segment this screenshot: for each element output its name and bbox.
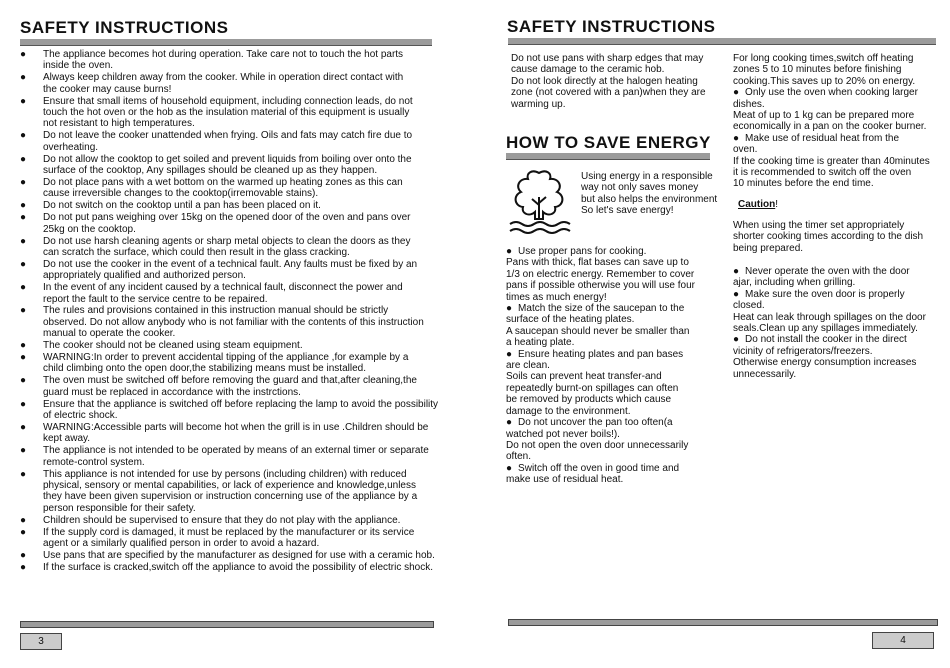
bullet-icon: ● xyxy=(20,235,27,247)
line-text: Heat can leak through spillages on the door xyxy=(733,311,926,323)
safety-item xyxy=(20,550,460,561)
tree-water-icon xyxy=(506,167,572,239)
left-page-number: 3 xyxy=(20,633,62,650)
bullet-icon: ● xyxy=(20,375,27,387)
bullet-icon: ● xyxy=(20,340,27,352)
safety-item-line: 25kg on the cooktop. xyxy=(43,223,136,235)
text-line: Using energy in a responsible xyxy=(581,171,713,182)
text-line xyxy=(733,76,943,87)
bullet-icon: ● xyxy=(20,72,27,84)
energy-title-bar xyxy=(506,153,710,160)
safety-item xyxy=(20,305,460,339)
bullet-icon: ● xyxy=(506,417,513,429)
bullet-icon: ● xyxy=(20,305,27,317)
bullet-icon: ● xyxy=(20,282,27,294)
bullet-line xyxy=(506,246,721,257)
line-text: Only use the oven when cooking larger xyxy=(745,87,918,99)
text-line xyxy=(506,440,721,451)
line-text: zones 5 to 10 minutes before finishing xyxy=(733,64,902,76)
text-line: warming up. xyxy=(511,98,566,110)
caution-heading xyxy=(738,199,778,210)
text-line xyxy=(506,280,721,291)
line-text: Ensure heating plates and pan bases xyxy=(518,348,684,360)
bullet-icon: ● xyxy=(20,49,27,60)
safety-item-line: not resistant to high temperatures. xyxy=(43,118,195,130)
line-text: cooking.This saves up to 20% on energy. xyxy=(733,75,916,87)
safety-item xyxy=(20,130,460,153)
bullet-line xyxy=(733,87,943,98)
bullet-icon: ● xyxy=(20,398,27,410)
right-col1-text xyxy=(506,246,721,486)
safety-item xyxy=(20,375,460,398)
bullet-icon: ● xyxy=(20,549,27,561)
left-title-bar xyxy=(20,39,432,46)
line-text: For long cooking times,switch off heating xyxy=(733,53,914,64)
line-text: Make sure the oven door is properly xyxy=(745,288,905,300)
bullet-icon: ● xyxy=(733,132,740,144)
line-text: often. xyxy=(506,451,532,463)
safety-item-line: inside the oven. xyxy=(43,60,114,72)
safety-item-line: In the event of any incident caused by a technical fault, disconnect the power and xyxy=(43,282,403,294)
bullet-icon: ● xyxy=(506,303,513,315)
safety-item xyxy=(20,259,460,282)
safety-item-line: Do not switch on the cooktop until a pan has been placed on it. xyxy=(43,200,321,212)
bullet-icon: ● xyxy=(20,561,27,573)
line-text: Meat of up to 1 kg can be prepared more xyxy=(733,110,915,122)
line-text: times as much energy! xyxy=(506,291,607,303)
safety-item-line: The oven must be switched off before removing the guard and that,after cleaning,the xyxy=(43,375,417,387)
energy-title: HOW TO SAVE ENERGY xyxy=(506,133,711,152)
safety-item xyxy=(20,49,460,72)
safety-item xyxy=(20,212,460,235)
energy-intro-text xyxy=(581,171,731,217)
bullet-icon: ● xyxy=(506,246,513,257)
safety-item-line: WARNING:In order to prevent accidental tipping of the appliance ,for example by a xyxy=(43,352,409,364)
safety-item-line: person responsible for their safety. xyxy=(43,502,196,514)
line-text: When using the timer set appropriately xyxy=(733,220,905,231)
text-line xyxy=(506,257,721,268)
safety-item-line: The cooker should not be cleaned using steam equipment. xyxy=(43,340,303,352)
left-safety-list xyxy=(20,49,460,574)
safety-item xyxy=(20,527,460,550)
safety-item-line: appropriately qualified and authorized person. xyxy=(43,270,246,282)
text-line xyxy=(733,53,943,64)
safety-item-line: agent or a similarly qualified person in order to avoid a hazard. xyxy=(43,538,320,550)
line-text: damage to the environment. xyxy=(506,405,631,417)
safety-item xyxy=(20,469,460,515)
bullet-icon: ● xyxy=(20,153,27,165)
safety-item-line: remote-control system. xyxy=(43,456,145,468)
caution-mark: ! xyxy=(775,199,778,210)
text-line xyxy=(733,357,943,368)
line-text: Use proper pans for cooking. xyxy=(518,246,647,257)
right-title-bar xyxy=(508,38,936,45)
bullet-line xyxy=(506,463,721,474)
text-line xyxy=(506,337,721,348)
bullet-icon: ● xyxy=(20,445,27,457)
safety-item-line: of electric shock. xyxy=(43,410,118,422)
safety-item-line: Do not place pans with a wet bottom on the warmed up heating zones as this can xyxy=(43,176,403,188)
bullet-icon: ● xyxy=(733,87,740,99)
text-line xyxy=(733,144,943,155)
line-text: being prepared. xyxy=(733,242,804,254)
bullet-icon: ● xyxy=(20,95,27,107)
text-line: So let's save energy! xyxy=(581,205,674,217)
text-line xyxy=(733,312,943,323)
right-footer-bar xyxy=(508,619,938,626)
safety-item-line: can scratch the surface, which could then result in the glass cracking. xyxy=(43,246,350,258)
right-page-title: SAFETY INSTRUCTIONS xyxy=(507,17,716,36)
line-text: Match the size of the saucepan to the xyxy=(518,303,685,315)
caution-label: Caution xyxy=(738,199,776,210)
right-col2-text-b xyxy=(733,220,943,254)
text-line xyxy=(506,451,721,462)
line-text: economically in a pan on the cooker burner. xyxy=(733,121,927,133)
bullet-line xyxy=(506,303,721,314)
safety-item xyxy=(20,282,460,305)
safety-item-line: The appliance is not intended to be operated by means of an external timer or separate xyxy=(43,445,429,457)
safety-item-line: This appliance is not intended for use by persons (including children) with reduced xyxy=(43,468,407,480)
safety-item xyxy=(20,399,460,422)
safety-item-line: report the fault to the service centre to be repaired. xyxy=(43,293,268,305)
line-text: Otherwise energy consumption increases xyxy=(733,357,917,369)
line-text: seals.Clean up any spillages immediately. xyxy=(733,323,918,335)
safety-item xyxy=(20,177,460,200)
text-line xyxy=(506,429,721,440)
line-text: be removed by products which cause xyxy=(506,394,672,406)
line-text: unnecessarily. xyxy=(733,368,797,380)
safety-item xyxy=(20,96,460,130)
safety-item-line: Do not put pans weighing over 15kg on the opened door of the oven and pans over xyxy=(43,212,411,224)
safety-item xyxy=(20,340,460,351)
bullet-line xyxy=(733,289,943,300)
line-text: watched pot never boils!). xyxy=(506,428,620,440)
left-page-title: SAFETY INSTRUCTIONS xyxy=(20,18,229,37)
bullet-icon: ● xyxy=(20,258,27,270)
line-text: vicinity of refrigerators/freezers. xyxy=(733,345,873,357)
right-col1-top-text xyxy=(511,53,721,110)
text-line xyxy=(506,292,721,303)
text-line xyxy=(733,121,943,132)
safety-item-line: overheating. xyxy=(43,141,99,153)
text-line: but also helps the environment xyxy=(581,193,718,205)
left-footer-bar xyxy=(20,621,434,628)
safety-item-line: The appliance becomes hot during operation. Take care not to touch the hot parts xyxy=(43,49,404,60)
safety-item-line: guard must be replaced in accordance with the instrctions. xyxy=(43,386,301,398)
text-line xyxy=(506,326,721,337)
bullet-icon: ● xyxy=(20,468,27,480)
text-line xyxy=(733,64,943,75)
safety-item xyxy=(20,562,460,573)
line-text: surface of the heating plates. xyxy=(506,314,635,326)
safety-item-line: kept away. xyxy=(43,433,91,445)
safety-item-line: Do not allow the cooktop to get soiled and prevent liquids from boiling over onto the xyxy=(43,153,412,165)
line-text: ajar, including when grilling. xyxy=(733,277,856,289)
line-text: Do not uncover the pan too often(a xyxy=(518,417,673,429)
line-text: Do not open the oven door unnecessarily xyxy=(506,439,689,451)
safety-item-line: the cooker may cause burns! xyxy=(43,83,172,95)
line-text: Never operate the oven with the door xyxy=(745,266,910,277)
safety-item-line: Always keep children away from the cooker. While in operation direct contact with xyxy=(43,72,404,84)
safety-item-line: Do not leave the cooker unattended when frying. Oils and fats may catch fire due to xyxy=(43,130,413,142)
bullet-icon: ● xyxy=(20,514,27,526)
safety-item-line: Use pans that are specified by the manufacturer as designed for use with a ceramic hob. xyxy=(43,549,435,561)
safety-item-line: If the supply cord is damaged, it must be replaced by the manufacturer or its service xyxy=(43,526,415,538)
text-line xyxy=(733,178,943,189)
safety-item-line: manual to operate the cooker. xyxy=(43,328,176,340)
bullet-line xyxy=(506,349,721,360)
text-line xyxy=(506,406,721,417)
bullet-icon: ● xyxy=(20,130,27,142)
line-text: Pans with thick, flat bases can save up to xyxy=(506,257,689,269)
bullet-icon: ● xyxy=(506,462,513,474)
safety-item xyxy=(20,200,460,211)
line-text: 10 minutes before the end time. xyxy=(733,178,874,190)
text-line xyxy=(506,383,721,394)
safety-item xyxy=(20,154,460,177)
safety-item-line: they have been given supervision or instruction concerning use of the appliance by a xyxy=(43,491,418,503)
text-line xyxy=(733,277,943,288)
bullet-line xyxy=(733,334,943,345)
text-line xyxy=(733,167,943,178)
bullet-icon: ● xyxy=(20,422,27,433)
safety-item-line: Do not use harsh cleaning agents or sharp metal objects to clean the doors as they xyxy=(43,235,411,247)
bullet-icon: ● xyxy=(733,334,740,346)
bullet-line xyxy=(506,417,721,428)
line-text: Soils can prevent heat transfer-and xyxy=(506,371,662,383)
text-line xyxy=(733,220,943,231)
safety-item xyxy=(20,236,460,259)
safety-item-line: surface of the cooktop, Any spillages should be cleaned up as they happen. xyxy=(43,165,378,177)
line-text: dishes. xyxy=(733,98,765,110)
safety-item-line: physical, sensory or mental capabilities, or lack of experience and knowledge,unless xyxy=(43,480,416,492)
safety-item-line: WARNING:Accessible parts will become hot when the grill is in use .Children should be xyxy=(43,422,429,433)
text-line: Do not look directly at the halogen heating xyxy=(511,75,698,87)
safety-item-line: child climbing onto the open door,the stabilizing means must be installed. xyxy=(43,363,366,375)
line-text: repeatedly burnt-on spillages can often xyxy=(506,382,679,394)
text-line xyxy=(733,231,943,242)
text-line xyxy=(506,474,721,485)
text-line xyxy=(733,243,943,254)
safety-item xyxy=(20,72,460,95)
line-text: are clean. xyxy=(506,360,550,372)
bullet-icon: ● xyxy=(733,266,740,277)
safety-item-line: cause irreversible changes to the cooktop(irremovable stains). xyxy=(43,188,319,200)
text-line xyxy=(733,346,943,357)
line-text: oven. xyxy=(733,144,758,156)
text-line xyxy=(733,99,943,110)
line-text: it is recommended to switch off the oven xyxy=(733,167,912,179)
text-line xyxy=(733,300,943,311)
line-text: make use of residual heat. xyxy=(506,474,624,486)
safety-item-line: Do not use the cooker in the event of a technical fault. Any faults must be fixed by an xyxy=(43,258,418,270)
text-line xyxy=(506,371,721,382)
text-line: zone (not covered with a pan)when they are xyxy=(511,87,706,99)
safety-item xyxy=(20,515,460,526)
bullet-icon: ● xyxy=(20,176,27,188)
text-line xyxy=(733,110,943,121)
text-line: way not only saves money xyxy=(581,182,699,194)
safety-item-line: touch the hot oven or the hob as the insulation material of this equipment is usually xyxy=(43,107,410,119)
bullet-icon: ● xyxy=(20,352,27,364)
text-line xyxy=(733,369,943,380)
line-text: Do not install the cooker in the direct xyxy=(745,334,907,346)
line-text: A saucepan should never be smaller than xyxy=(506,325,690,337)
bullet-icon: ● xyxy=(733,288,740,300)
right-page-number: 4 xyxy=(872,632,934,649)
safety-item xyxy=(20,422,460,445)
right-col2-text-a xyxy=(733,53,943,190)
text-line xyxy=(506,314,721,325)
line-text: a heating plate. xyxy=(506,337,575,349)
bullet-icon: ● xyxy=(20,200,27,212)
safety-item-line: observed. Do not allow anybody who is not familiar with the contents of this instruction xyxy=(43,316,424,328)
text-line xyxy=(733,323,943,334)
text-line: Do not use pans with sharp edges that may xyxy=(511,53,704,64)
safety-item-line: If the surface is cracked,switch off the appliance to avoid the possibility of electric shock. xyxy=(43,561,434,573)
right-col2-text-c xyxy=(733,266,943,380)
line-text: 1/3 on electric energy. Remember to cover xyxy=(506,268,695,280)
bullet-icon: ● xyxy=(20,526,27,538)
bullet-line xyxy=(733,266,943,277)
line-text: Make use of residual heat from the xyxy=(745,132,900,144)
text-line xyxy=(506,360,721,371)
safety-item xyxy=(20,445,460,468)
line-text: If the cooking time is greater than 40minutes xyxy=(733,155,930,167)
safety-item-line: Ensure that the appliance is switched off before replacing the lamp to avoid the possibility xyxy=(43,398,439,410)
line-text: shorter cooking times according to the dish xyxy=(733,231,924,243)
text-line xyxy=(733,156,943,167)
line-text: Switch off the oven in good time and xyxy=(518,462,680,474)
text-line xyxy=(506,394,721,405)
bullet-line xyxy=(733,133,943,144)
text-line xyxy=(506,269,721,280)
bullet-icon: ● xyxy=(506,348,513,360)
line-text: closed. xyxy=(733,300,765,312)
safety-item-line: The rules and provisions contained in this instruction manual should be strictly xyxy=(43,305,389,317)
safety-item-line: Ensure that small items of household equipment, including connection leads, do not xyxy=(43,95,413,107)
safety-item-line: Children should be supervised to ensure that they do not play with the appliance. xyxy=(43,514,401,526)
line-text: pans if possible otherwise you will use four xyxy=(506,280,695,292)
safety-item xyxy=(20,352,460,375)
bullet-icon: ● xyxy=(20,212,27,224)
text-line: cause damage to the ceramic hob. xyxy=(511,64,665,76)
